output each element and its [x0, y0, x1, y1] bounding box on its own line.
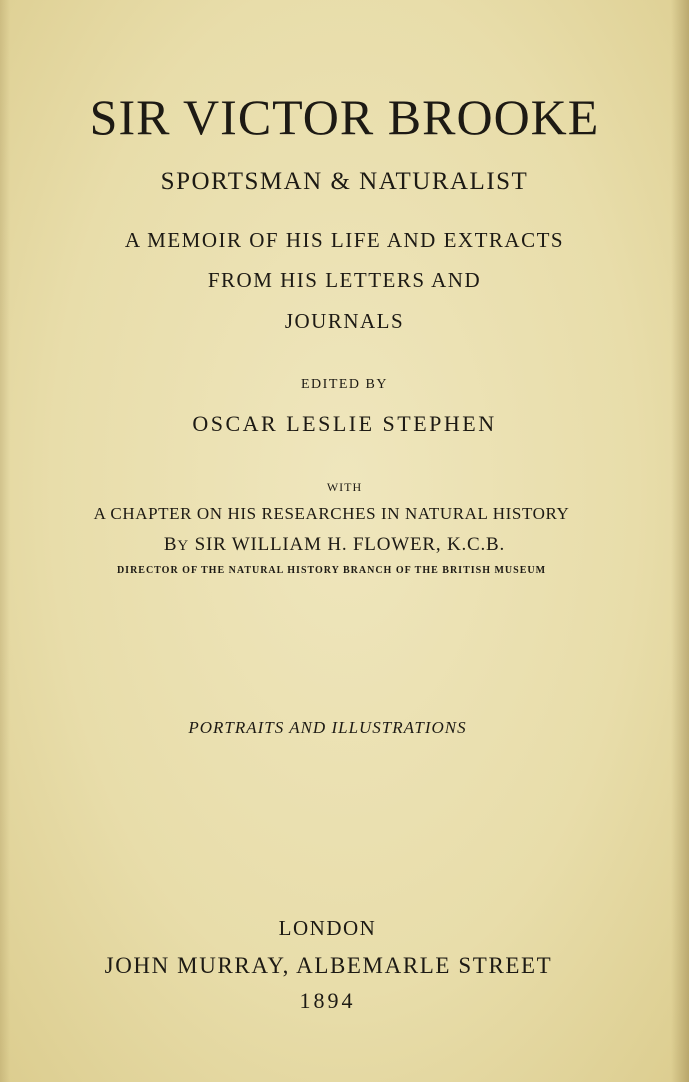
imprint-city: LONDON — [278, 916, 377, 940]
memoir-line-3: JOURNALS — [284, 309, 405, 333]
book-subtitle: SPORTSMAN & NATURALIST — [160, 168, 529, 195]
by-rest-letter: Y — [177, 538, 190, 554]
chapter-author — [0, 534, 679, 556]
author-affiliation: DIRECTOR OF THE NATURAL HISTORY BRANCH OF THE BRITISH MUSEUM — [116, 565, 547, 576]
imprint-year: 1894 — [299, 988, 356, 1013]
book-title: SIR VICTOR BROOKE — [89, 89, 600, 145]
with-label: WITH — [326, 480, 363, 494]
illustrations-note: PORTRAITS AND ILLUSTRATIONS — [188, 718, 467, 737]
by-initial: B — [163, 534, 178, 555]
memoir-line-1: A MEMOIR OF HIS LIFE AND EXTRACTS — [124, 228, 565, 252]
edited-by-label: EDITED BY — [301, 377, 388, 392]
chapter-author-name: SIR WILLIAM H. FLOWER, K.C.B. — [189, 534, 506, 555]
memoir-line-2: FROM HIS LETTERS AND — [207, 268, 482, 292]
chapter-note: A CHAPTER ON HIS RESEARCHES IN NATURAL HISTORY — [93, 504, 570, 523]
imprint-publisher: JOHN MURRAY, ALBEMARLE STREET — [104, 953, 553, 978]
editor-name: OSCAR LESLIE STEPHEN — [192, 411, 497, 436]
